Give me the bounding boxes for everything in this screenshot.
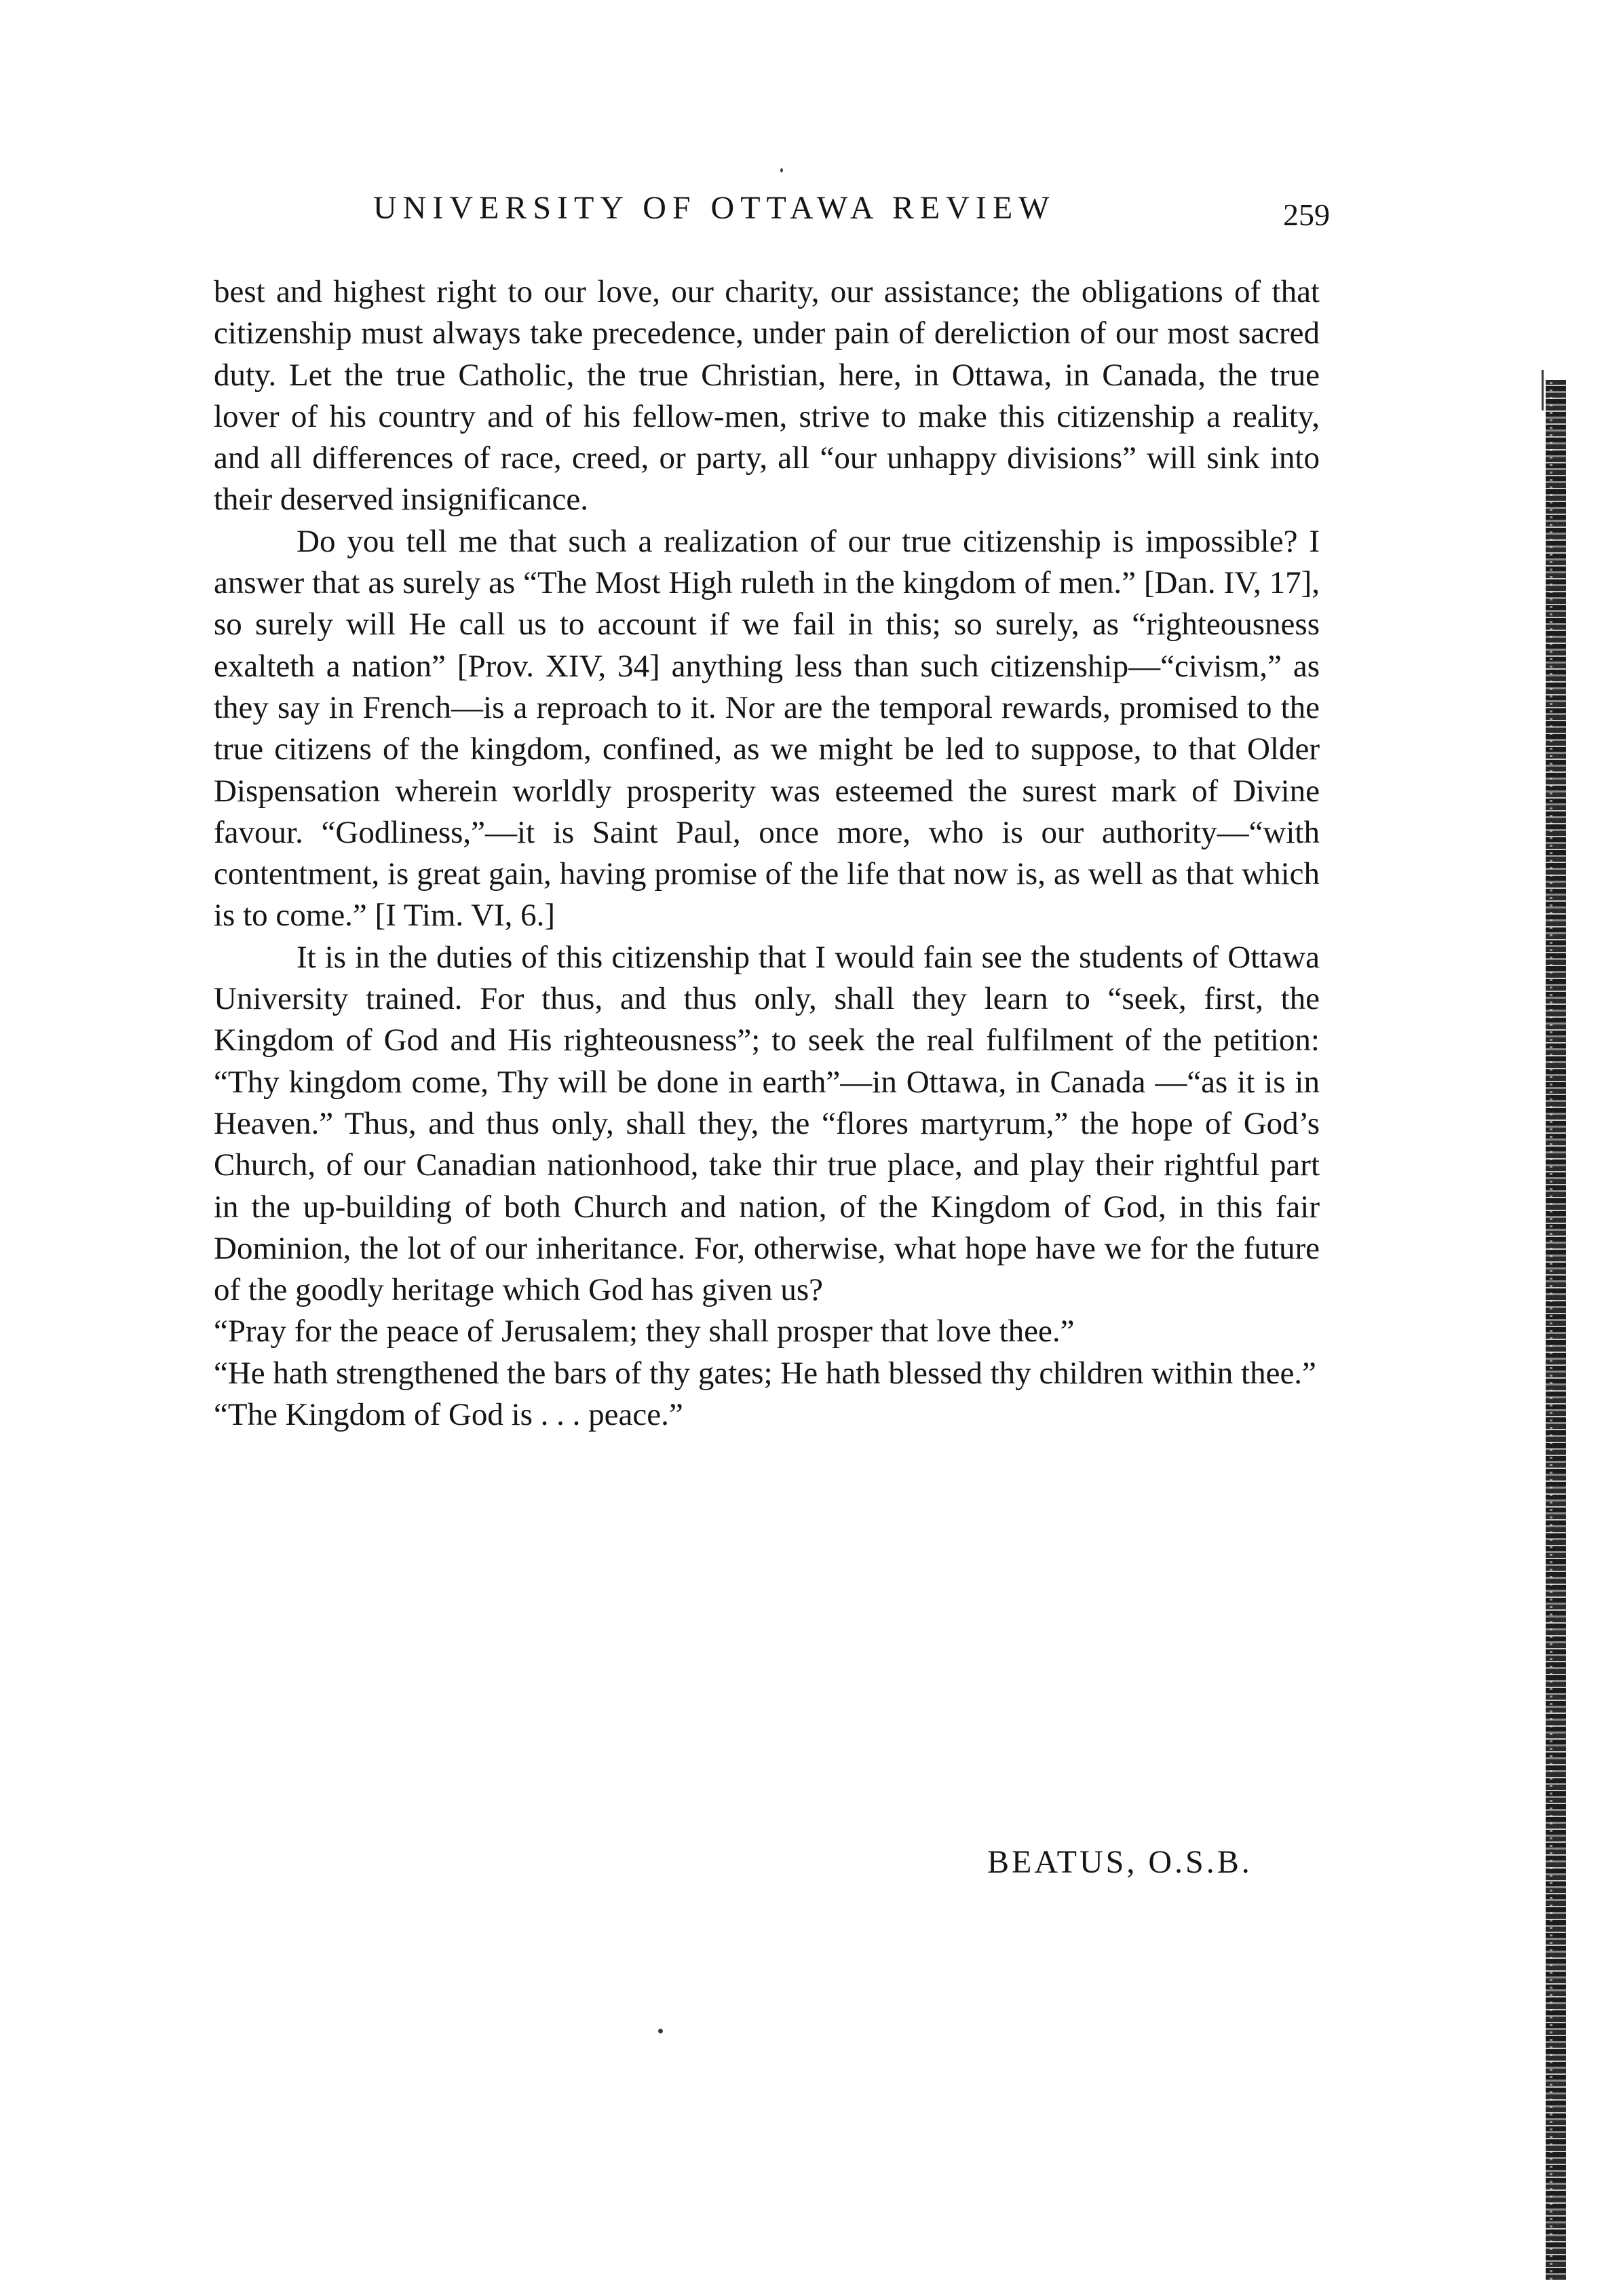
paragraph-continuation: best and highest right to our love, our charity, our assistance; the obligations of that citizenship must always take precedence, under pain of dereliction of our most sacred duty. Let the true Catholic, the true Christian, here, in Ottawa, in Canada, the true lover of his country and of his fellow-men, strive to make this citizenship a reality, and all differences of race, creed, or party, all “our unhappy divisions” will sink into their deserved insignificance.	[214, 274, 1320, 518]
paragraph-citizenship-realization: Do you tell me that such a realization of our true citizenship is impossible? I answer that as surely as “The Most High ruleth in the kingdom of men.” [Dan. IV, 17], so surely will He call us to account if we fail in this; so surely, as “righteousness exalteth a nation” [Prov. XIV, 34] anything less than such citizenship—“civism,” as they say in French—is a reproach to it. Nor are the temporal rewards, promised to the true citizens of the kingdom, confined, as we might be led to suppose, to that Older Dispensation wherein worldly prosperity was esteemed the surest mark of Divine favour. “Godliness,”—it is Saint Paul, once more, who is our authority—“with contentment, is great gain, having promise of the life that now is, as well as that which is to come.” [I Tim. VI, 6.]	[214, 523, 1320, 934]
scan-speck	[658, 2029, 663, 2033]
quote-jerusalem: “Pray for the peace of Jerusalem; they shall prosper that love thee.”	[214, 1314, 1075, 1350]
running-head	[204, 178, 1330, 239]
running-title: UNIVERSITY OF OTTAWA REVIEW	[373, 190, 1056, 226]
quote-gates: “He hath strengthened the bars of thy gates; He hath blessed thy children within thee.”	[214, 1355, 1316, 1391]
book-binding-edge	[1546, 380, 1566, 2280]
quote-kingdom-peace: “The Kingdom of God is . . . peace.”	[214, 1397, 683, 1433]
body-text	[214, 271, 1320, 1436]
scan-speck	[1542, 370, 1544, 410]
author-signature: BEATUS, O.S.B.	[987, 1844, 1253, 1880]
scan-speck	[780, 168, 783, 172]
paragraph-university-duties: It is in the duties of this citizenship that I would fain see the students of Ottawa University trained. For thus, and thus only, shall they learn to “seek, first, the Kingdom of God and His righteousness”; to seek the real fulfilment of the petition: “Thy kingdom come, Thy will be done in earth”—in Ottawa, in Canada —“as it is in Heaven.” Thus, and thus only, shall they, the “flores martyrum,” the hope of God’s Church, of our Canadian nationhood, take thir true place, and play their rightful part in the up-building of both Church and nation, of the Kingdom of God, in this fair Dominion, the lot of our inheritance. For, otherwise, what hope have we for the future of the goodly heritage which God has given us?	[214, 939, 1320, 1308]
page-number: 259	[1283, 197, 1330, 232]
